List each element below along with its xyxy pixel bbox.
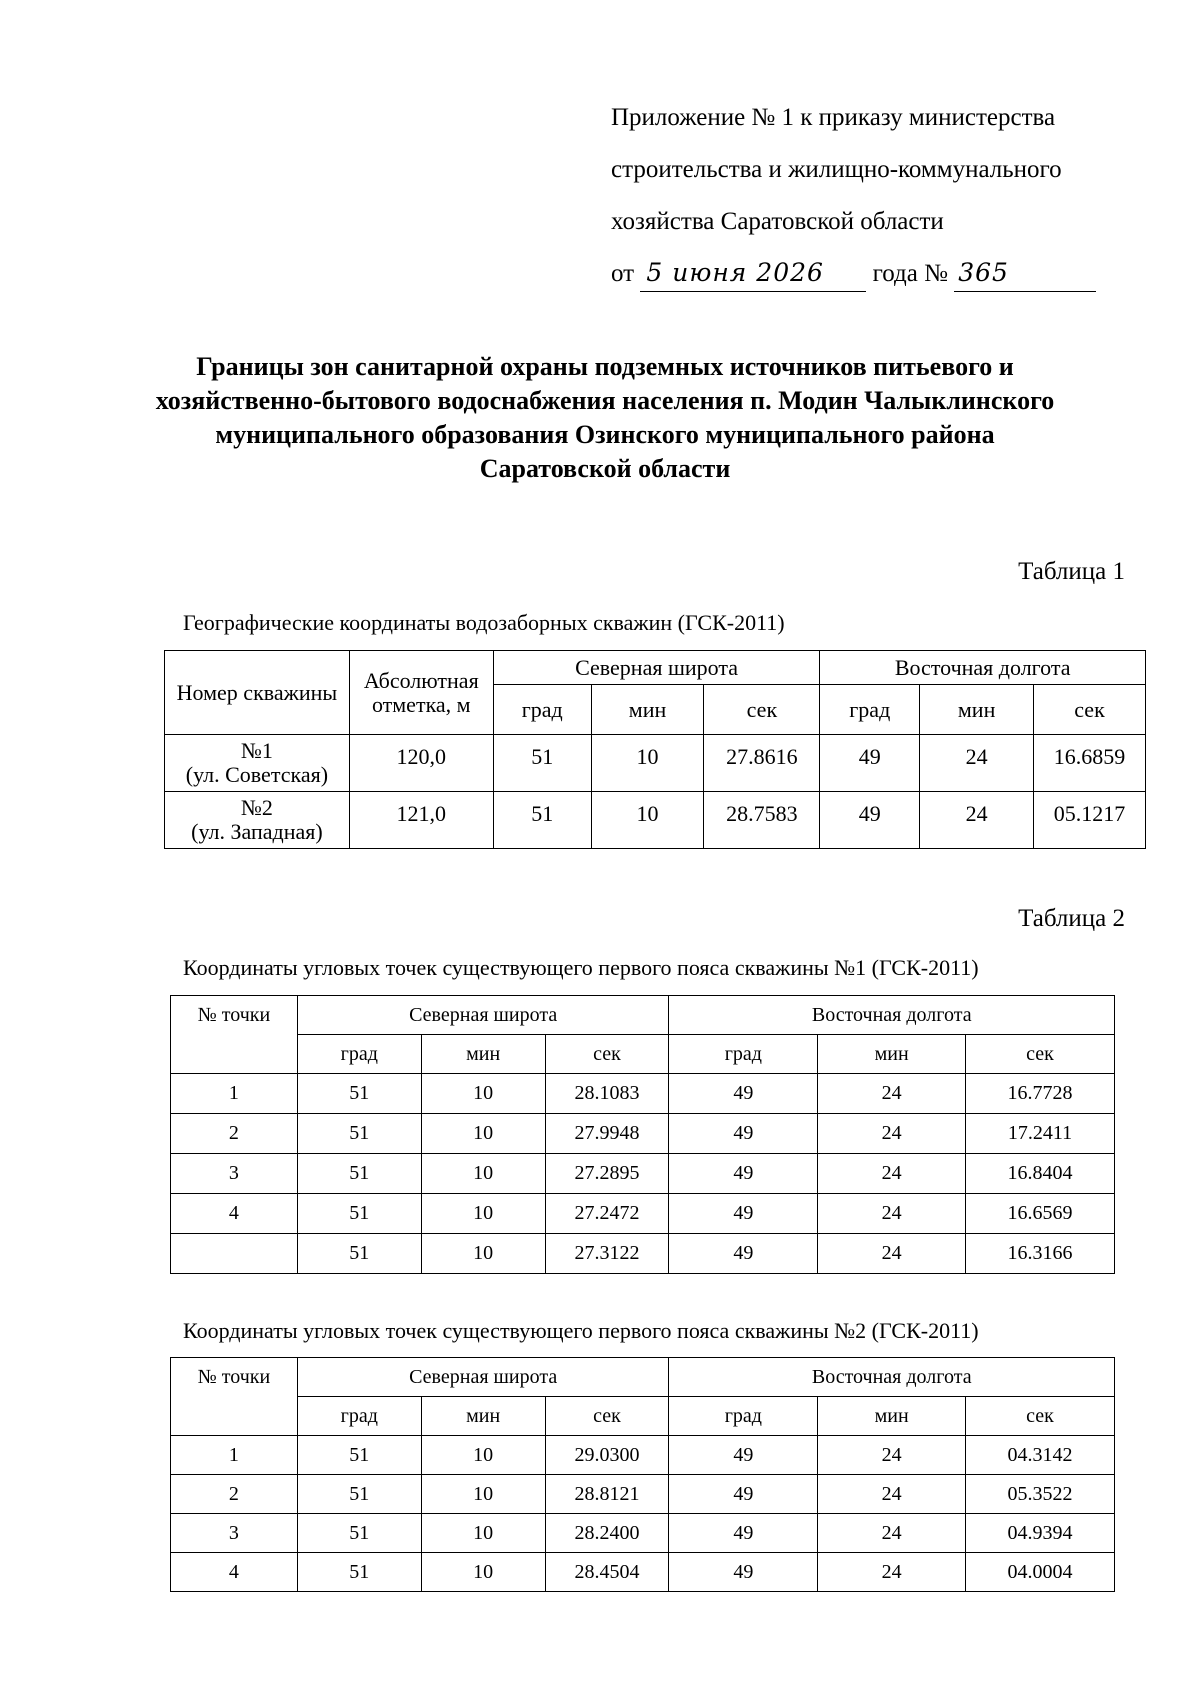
well-street: (ул. Советская) xyxy=(185,762,329,787)
east-min-cell: 24 xyxy=(818,1436,966,1475)
table2-caption: Координаты угловых точек существующего первого пояса скважины №1 (ГСК-2011) xyxy=(183,955,979,980)
document-title: Границы зон санитарной охраны подземных источников питьевого и хозяйственно-бытового водоснабжения населения п. Модин Чалыклинского муниципального образования Озинского муниципального района Саратовской области xyxy=(155,352,1055,483)
point-cell: 1 xyxy=(171,1436,298,1475)
north-min-cell: 10 xyxy=(421,1074,545,1114)
north-min-cell: 10 xyxy=(421,1234,545,1274)
header-min: мин xyxy=(818,1397,966,1436)
east-deg-cell: 49 xyxy=(669,1553,818,1592)
table1-label: Таблица 1 xyxy=(1018,558,1125,585)
east-min-cell: 24 xyxy=(818,1074,966,1114)
east-deg-cell: 49 xyxy=(669,1234,818,1274)
point-cell: 3 xyxy=(171,1514,298,1553)
header-min: мин xyxy=(818,1035,966,1074)
table3-caption: Координаты угловых точек существующего первого пояса скважины №2 (ГСК-2011) xyxy=(183,1318,979,1343)
header-east-longitude: Восточная долгота xyxy=(669,1358,1115,1397)
table3-subheader-row xyxy=(171,1397,1115,1436)
well2-zone-points-table xyxy=(170,1357,1115,1592)
north-sec-cell: 28.7583 xyxy=(704,792,820,849)
north-deg-cell: 51 xyxy=(297,1154,421,1194)
north-min-cell: 10 xyxy=(591,792,704,849)
east-sec-cell: 04.0004 xyxy=(966,1553,1115,1592)
header-line-3: хозяйства Саратовской области xyxy=(611,208,944,235)
north-sec-cell: 28.8121 xyxy=(545,1475,669,1514)
east-min-cell: 24 xyxy=(818,1514,966,1553)
north-sec-cell: 28.1083 xyxy=(545,1074,669,1114)
north-deg-cell: 51 xyxy=(297,1475,421,1514)
table-row xyxy=(171,1475,1115,1514)
header-deg: град xyxy=(669,1397,818,1436)
header-line-1: Приложение № 1 к приказу министерства xyxy=(611,104,1056,131)
east-min-cell: 24 xyxy=(818,1553,966,1592)
east-sec-cell: 17.2411 xyxy=(966,1114,1115,1154)
elevation-cell: 120,0 xyxy=(349,735,493,792)
point-cell: 4 xyxy=(171,1553,298,1592)
header-min: мин xyxy=(920,685,1034,735)
table2-header-row xyxy=(171,996,1115,1035)
header-deg: град xyxy=(297,1397,421,1436)
well1-zone-points-table xyxy=(170,995,1115,1274)
header-north-latitude: Северная широта xyxy=(297,996,669,1035)
header-sec: сек xyxy=(545,1397,669,1436)
north-sec-cell: 28.2400 xyxy=(545,1514,669,1553)
east-min-cell: 24 xyxy=(920,792,1034,849)
table-row xyxy=(165,792,1146,849)
east-sec-cell: 16.7728 xyxy=(966,1074,1115,1114)
north-sec-cell: 27.3122 xyxy=(545,1234,669,1274)
table-row xyxy=(171,1194,1115,1234)
east-min-cell: 24 xyxy=(818,1475,966,1514)
north-min-cell: 10 xyxy=(421,1194,545,1234)
point-cell: 2 xyxy=(171,1475,298,1514)
east-sec-cell: 04.3142 xyxy=(966,1436,1115,1475)
point-cell: 4 xyxy=(171,1194,298,1234)
header-sec: сек xyxy=(1034,685,1146,735)
handwritten-order-number: 365 xyxy=(954,258,1096,292)
point-cell: 1 xyxy=(171,1074,298,1114)
from-label: от xyxy=(611,260,635,287)
header-min: мин xyxy=(421,1035,545,1074)
header-well-number: Номер скважины xyxy=(165,651,350,735)
table-row xyxy=(171,1436,1115,1475)
north-sec-cell: 28.4504 xyxy=(545,1553,669,1592)
point-cell: 3 xyxy=(171,1154,298,1194)
table-row xyxy=(171,1553,1115,1592)
header-point-number: № точки xyxy=(171,996,298,1074)
north-min-cell: 10 xyxy=(421,1475,545,1514)
east-min-cell: 24 xyxy=(818,1154,966,1194)
north-deg-cell: 51 xyxy=(297,1074,421,1114)
well-name: №2 xyxy=(240,795,273,820)
north-deg-cell: 51 xyxy=(493,792,591,849)
north-sec-cell: 29.0300 xyxy=(545,1436,669,1475)
east-deg-cell: 49 xyxy=(669,1514,818,1553)
header-sec: сек xyxy=(966,1035,1115,1074)
header-min: мин xyxy=(591,685,704,735)
north-sec-cell: 27.2472 xyxy=(545,1194,669,1234)
north-deg-cell: 51 xyxy=(493,735,591,792)
table1-header-row xyxy=(165,651,1146,685)
header-north-latitude: Северная широта xyxy=(493,651,820,685)
header-min: мин xyxy=(421,1397,545,1436)
wells-coordinates-table xyxy=(164,650,1146,849)
header-east-longitude: Восточная долгота xyxy=(820,651,1146,685)
year-number-label: года № xyxy=(872,260,948,287)
north-sec-cell: 27.8616 xyxy=(704,735,820,792)
east-deg-cell: 49 xyxy=(669,1436,818,1475)
table-row xyxy=(165,735,1146,792)
east-sec-cell: 04.9394 xyxy=(966,1514,1115,1553)
header-point-number: № точки xyxy=(171,1358,298,1436)
east-sec-cell: 05.3522 xyxy=(966,1475,1115,1514)
north-min-cell: 10 xyxy=(421,1553,545,1592)
header-deg: град xyxy=(493,685,591,735)
east-min-cell: 24 xyxy=(818,1234,966,1274)
order-date-line xyxy=(611,248,1151,300)
north-deg-cell: 51 xyxy=(297,1234,421,1274)
table2-label: Таблица 2 xyxy=(1018,905,1125,932)
north-deg-cell: 51 xyxy=(297,1194,421,1234)
north-deg-cell: 51 xyxy=(297,1436,421,1475)
east-deg-cell: 49 xyxy=(820,792,920,849)
header-sec: сек xyxy=(545,1035,669,1074)
east-sec-cell: 16.6569 xyxy=(966,1194,1115,1234)
elevation-cell: 121,0 xyxy=(349,792,493,849)
table3-header-row xyxy=(171,1358,1115,1397)
north-min-cell: 10 xyxy=(421,1514,545,1553)
east-deg-cell: 49 xyxy=(669,1114,818,1154)
east-min-cell: 24 xyxy=(920,735,1034,792)
north-min-cell: 10 xyxy=(421,1154,545,1194)
well-cell xyxy=(165,735,350,792)
east-deg-cell: 49 xyxy=(669,1475,818,1514)
table-row xyxy=(171,1234,1115,1274)
handwritten-date: 5 июня 2026 xyxy=(640,258,866,292)
point-cell: 2 xyxy=(171,1114,298,1154)
well-street: (ул. Западная) xyxy=(191,819,323,844)
point-cell xyxy=(171,1234,298,1274)
table1-caption: Географические координаты водозаборных скважин (ГСК-2011) xyxy=(183,610,785,635)
table-row xyxy=(171,1514,1115,1553)
north-min-cell: 10 xyxy=(421,1114,545,1154)
header-deg: град xyxy=(669,1035,818,1074)
east-sec-cell: 05.1217 xyxy=(1034,792,1146,849)
north-min-cell: 10 xyxy=(591,735,704,792)
appendix-header xyxy=(611,92,1151,300)
header-deg: град xyxy=(297,1035,421,1074)
east-deg-cell: 49 xyxy=(669,1154,818,1194)
header-deg: град xyxy=(820,685,920,735)
east-sec-cell: 16.6859 xyxy=(1034,735,1146,792)
table-row xyxy=(171,1114,1115,1154)
header-elevation: Абсолютная отметка, м xyxy=(349,651,493,735)
north-sec-cell: 27.2895 xyxy=(545,1154,669,1194)
table2-subheader-row xyxy=(171,1035,1115,1074)
north-deg-cell: 51 xyxy=(297,1553,421,1592)
header-sec: сек xyxy=(704,685,820,735)
east-sec-cell: 16.8404 xyxy=(966,1154,1115,1194)
header-east-longitude: Восточная долгота xyxy=(669,996,1115,1035)
header-line-2: строительства и жилищно-коммунального xyxy=(611,156,1062,183)
north-deg-cell: 51 xyxy=(297,1514,421,1553)
north-sec-cell: 27.9948 xyxy=(545,1114,669,1154)
header-sec: сек xyxy=(966,1397,1115,1436)
well-cell xyxy=(165,792,350,849)
east-deg-cell: 49 xyxy=(669,1194,818,1234)
header-north-latitude: Северная широта xyxy=(297,1358,669,1397)
north-deg-cell: 51 xyxy=(297,1114,421,1154)
east-min-cell: 24 xyxy=(818,1114,966,1154)
east-sec-cell: 16.3166 xyxy=(966,1234,1115,1274)
north-min-cell: 10 xyxy=(421,1436,545,1475)
east-deg-cell: 49 xyxy=(820,735,920,792)
table-row xyxy=(171,1074,1115,1114)
well-name: №1 xyxy=(240,738,273,763)
east-min-cell: 24 xyxy=(818,1194,966,1234)
east-deg-cell: 49 xyxy=(669,1074,818,1114)
table-row xyxy=(171,1154,1115,1194)
